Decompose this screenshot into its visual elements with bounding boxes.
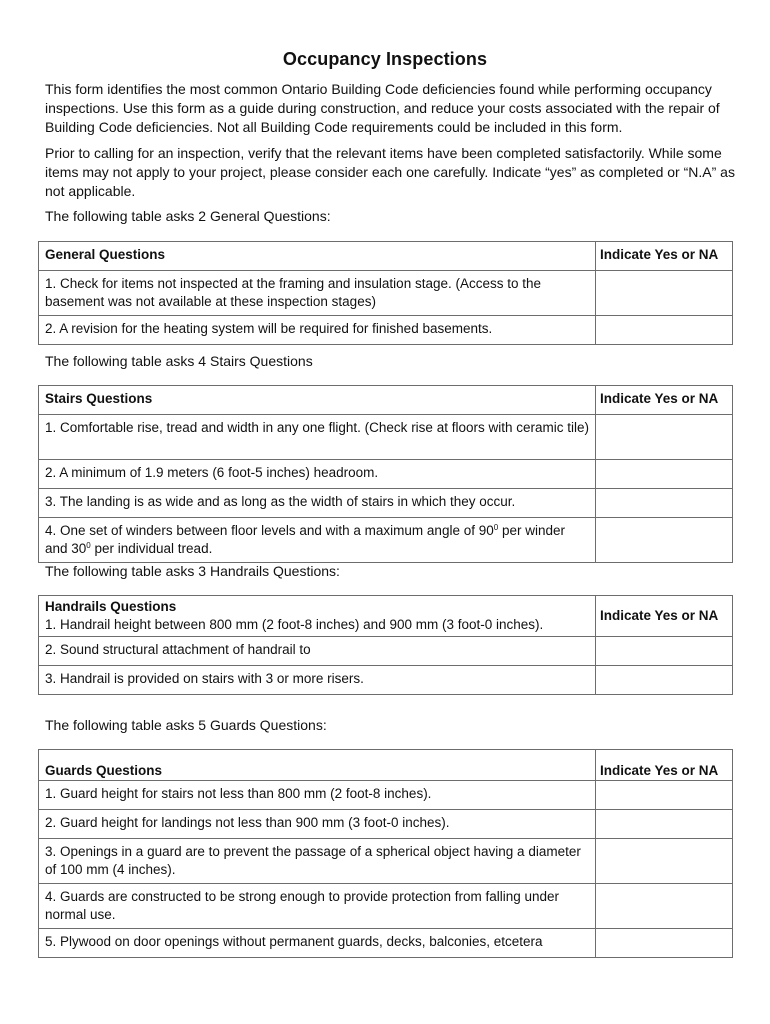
answer-cell[interactable] <box>596 637 733 666</box>
table-row <box>39 518 733 563</box>
intro-paragraph: This form identifies the most common Ontario Building Code deficiencies found while performing occupancy inspections. Use this form as a guide during construction, and reduce your costs associated with the repair of Building Code deficiencies. Not all Building Code requirements could be included in this form. <box>45 81 720 135</box>
question-text: 3. Handrail is provided on stairs with 3 or more risers. <box>39 666 596 695</box>
question-text: 3. The landing is as wide and as long as the width of stairs in which they occur. <box>39 489 596 518</box>
table-row <box>39 929 733 958</box>
stairs-table-caption: The following table asks 4 Stairs Questions <box>45 353 313 369</box>
answer-column-header: Indicate Yes or NA <box>600 608 719 623</box>
question-text: 2. Guard height for landings not less than 900 mm (3 foot-0 inches). <box>39 810 596 839</box>
answer-cell[interactable] <box>596 316 733 345</box>
answer-cell[interactable] <box>596 596 733 637</box>
question-text: 2. A minimum of 1.9 meters (6 foot-5 inches) headroom. <box>39 460 596 489</box>
question-text: 1. Check for items not inspected at the framing and insulation stage. (Access to the basement was not available at these inspection stages) <box>39 271 596 316</box>
question-text: 4. Guards are constructed to be strong enough to provide protection from falling under normal use. <box>39 884 596 929</box>
question-text: 2. A revision for the heating system will be required for finished basements. <box>39 316 596 345</box>
question-text-part: 4. One set of winders between floor levels and with a maximum angle of 90 <box>45 523 494 538</box>
table-row <box>39 637 733 666</box>
table-row <box>39 489 733 518</box>
general-questions-header: General Questions <box>39 242 596 271</box>
page-title: Occupancy Inspections <box>282 49 488 69</box>
question-text: 2. Sound structural attachment of handrail to <box>39 637 596 666</box>
table-row <box>39 316 733 345</box>
general-questions-table <box>38 241 733 345</box>
question-text: 1. Comfortable rise, tread and width in any one flight. (Check rise at floors with ceramic tile) <box>39 415 596 460</box>
question-text <box>39 518 596 563</box>
answer-cell[interactable] <box>596 839 733 884</box>
instructions-paragraph: Prior to calling for an inspection, verify that the relevant items have been completed satisfactorily. While some items may not apply to your project, please consider each one carefully. Indicate “yes” as completed or “N.A” as not applicable. <box>45 145 735 199</box>
answer-cell[interactable] <box>596 271 733 316</box>
question-text: 3. Openings in a guard are to prevent the passage of a spherical object having a diameter of 100 mm (4 inches). <box>39 839 596 884</box>
table-row <box>39 884 733 929</box>
stairs-questions-header: Stairs Questions <box>39 386 596 415</box>
guards-questions-header: Guards Questions <box>39 750 596 781</box>
answer-cell[interactable] <box>596 460 733 489</box>
table-row <box>39 781 733 810</box>
answer-column-header: Indicate Yes or NA <box>596 386 733 415</box>
question-text-part: per individual tread. <box>90 541 213 556</box>
table-row <box>39 666 733 695</box>
handrails-questions-header: Handrails Questions <box>45 599 177 614</box>
table-row <box>39 810 733 839</box>
question-text: 1. Handrail height between 800 mm (2 foot-8 inches) and 900 mm (3 foot-0 inches). <box>45 617 544 632</box>
table-row <box>39 460 733 489</box>
handrails-questions-table <box>38 595 733 695</box>
table-header-row <box>39 242 733 271</box>
table-row <box>39 839 733 884</box>
question-text: 5. Plywood on door openings without permanent guards, decks, balconies, etcetera <box>39 929 596 958</box>
superscript-degree: 0 <box>493 523 499 532</box>
general-table-caption: The following table asks 2 General Questions: <box>45 208 331 224</box>
answer-cell[interactable] <box>596 489 733 518</box>
answer-column-header: Indicate Yes or NA <box>596 242 733 271</box>
handrails-table-caption: The following table asks 3 Handrails Questions: <box>45 563 340 579</box>
question-text: 1. Guard height for stairs not less than 800 mm (2 foot-8 inches). <box>39 781 596 810</box>
question-text-part: per winder and 30 <box>45 523 565 556</box>
table-row <box>39 415 733 460</box>
answer-column-header: Indicate Yes or NA <box>596 750 733 781</box>
table-row <box>39 271 733 316</box>
answer-cell[interactable] <box>596 518 733 563</box>
table-header-row <box>39 386 733 415</box>
table-row <box>39 596 733 637</box>
answer-cell[interactable] <box>596 781 733 810</box>
guards-table-caption: The following table asks 5 Guards Questions: <box>45 717 327 733</box>
superscript-degree: 0 <box>86 541 91 550</box>
question-cell <box>39 596 596 637</box>
guards-questions-table <box>38 749 733 958</box>
table-header-row <box>39 750 733 781</box>
stairs-questions-table <box>38 385 733 563</box>
answer-cell[interactable] <box>596 666 733 695</box>
answer-cell[interactable] <box>596 810 733 839</box>
answer-cell[interactable] <box>596 884 733 929</box>
answer-cell[interactable] <box>596 415 733 460</box>
answer-cell[interactable] <box>596 929 733 958</box>
